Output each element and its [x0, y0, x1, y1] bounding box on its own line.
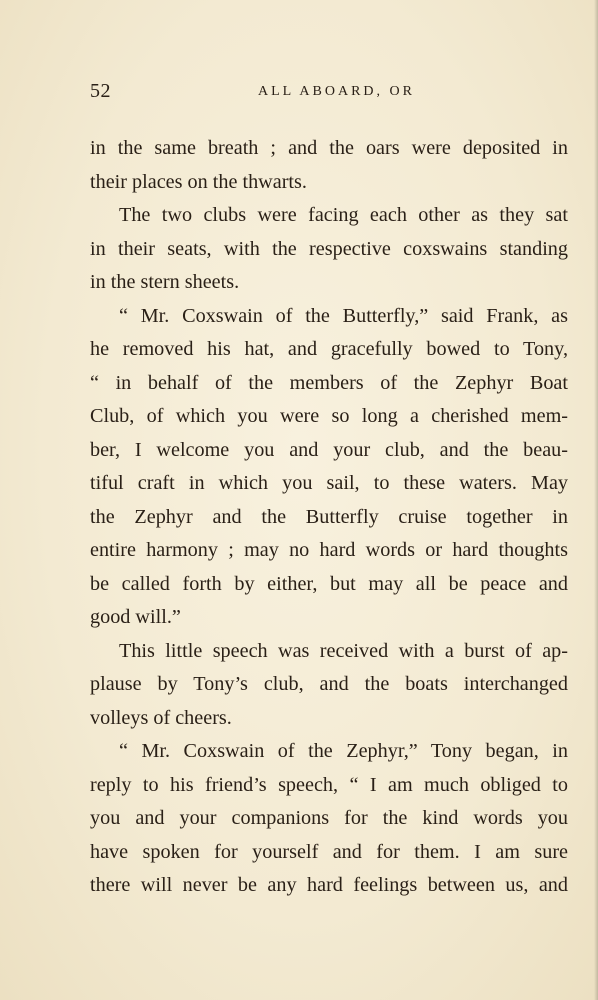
text-line: “ Mr. Coxswain of the Zephyr,” Tony began, in — [119, 740, 568, 762]
page-number: 52 — [90, 80, 111, 102]
text-line: This little speech was received with a burst of ap- — [119, 639, 568, 662]
text-line: tiful craft in which you sail, to these waters. May — [90, 472, 568, 494]
paragraph — [90, 735, 568, 903]
text-line: “ in behalf of the members of the Zephyr Boat — [90, 371, 568, 394]
paragraph — [90, 300, 568, 635]
text-line: plause by Tony’s club, and the boats interchanged — [90, 673, 568, 695]
text-line: ber, I welcome you and your club, and the beau- — [90, 438, 568, 461]
text-line: reply to his friend’s speech, “ I am much obliged to — [90, 773, 568, 796]
text-line: in the stern sheets. — [90, 271, 240, 293]
text-line: be called forth by either, but may all be peace and — [90, 572, 568, 595]
paragraph — [90, 132, 568, 199]
text-line: in the same breath ; and the oars were deposited in — [90, 137, 568, 159]
text-line: The two clubs were facing each other as they sat — [119, 204, 568, 226]
text-line: in their seats, with the respective coxswains standing — [90, 237, 568, 260]
text-line: volleys of cheers. — [90, 706, 232, 729]
text-line: have spoken for yourself and for them. I am sure — [90, 840, 568, 863]
text-line: Club, of which you were so long a cherished mem- — [90, 405, 568, 427]
text-line: their places on the thwarts. — [90, 170, 307, 193]
body-text — [90, 132, 568, 903]
text-line: entire harmony ; may no hard words or hard thoughts — [90, 539, 568, 561]
running-title: ALL ABOARD, OR — [258, 84, 415, 99]
paragraph — [90, 199, 568, 300]
text-line: good will.” — [90, 606, 181, 628]
text-line: the Zephyr and the Butterfly cruise together in — [90, 505, 568, 528]
text-line: he removed his hat, and gracefully bowed to Tony, — [90, 338, 568, 360]
paragraph — [90, 635, 568, 736]
text-line: there will never be any hard feelings between us, and — [90, 874, 568, 896]
text-line: you and your companions for the kind words you — [90, 807, 568, 829]
text-line: “ Mr. Coxswain of the Butterfly,” said Frank, as — [119, 304, 568, 327]
page-edge-shadow — [594, 0, 598, 1000]
running-head — [90, 80, 568, 104]
